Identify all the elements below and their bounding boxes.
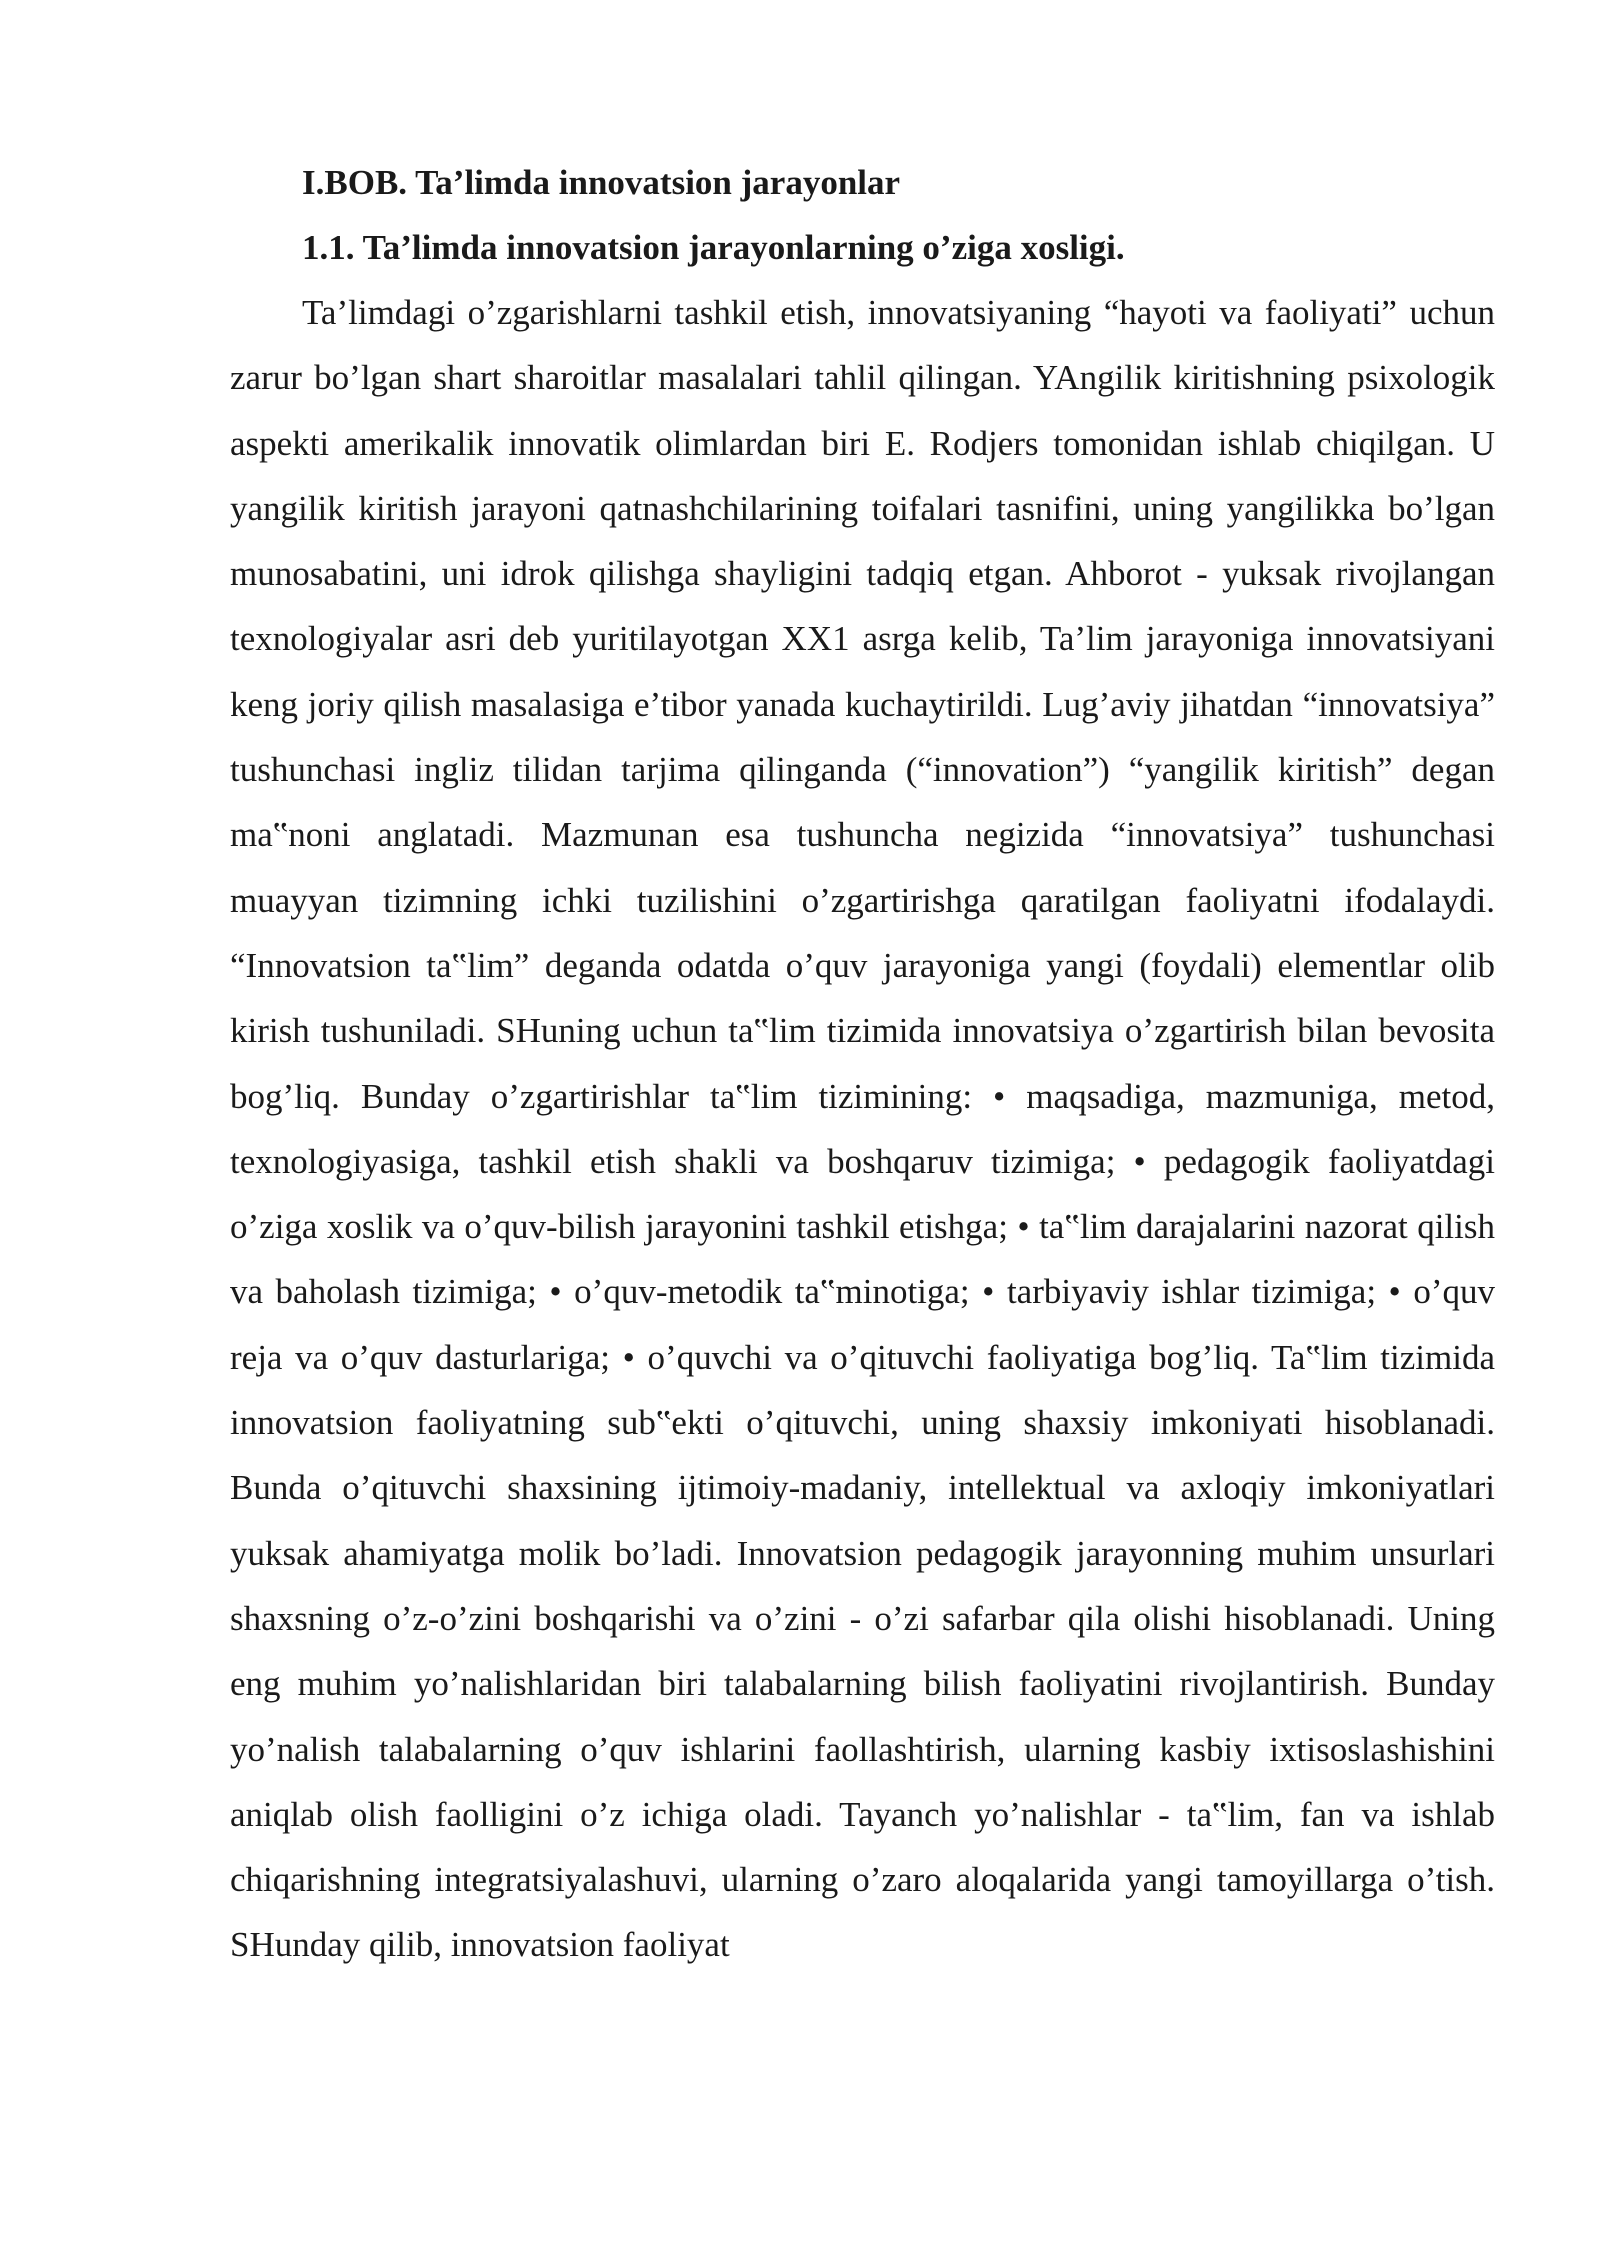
chapter-heading: I.BOB. Ta’limda innovatsion jarayonlar: [302, 163, 901, 202]
body-paragraph: Ta’limdagi o’zgarishlarni tashkil etish, innovatsiyaning “hayoti va faoliyati” uchun zarur bo’lgan shart sharoitlar masalalari tahlil qilingan. YAngilik kiritishning psixologik aspekti amerikalik innovatik olimlardan biri E. Rodjers tomonidan ishlab chiqilgan. U yangilik kiritish jarayoni qatnashchilarining toifalari tasnifini, uning yangilikka bo’lgan munosabatini, uni idrok qilishga shayligini tadqiq etgan. Ahborot - yuksak rivojlangan texnologiyalar asri deb yuritilayotgan XX1 asrga kelib, Ta’lim jarayoniga innovatsiyani keng joriy qilish masalasiga e’tibor yanada kuchaytirildi. Lug’aviy jihatdan “innovatsiya” tushunchasi ingliz tilidan tarjima qilinganda (“innovation”) “yangilik kiritish” degan ma‟noni anglatadi. Mazmunan esa tushuncha negizida “innovatsiya” tushunchasi muayyan tizimning ichki tuzilishini o’zgartirishga qaratilgan faoliyatni ifodalaydi. “Innovatsion ta‟lim” deganda odatda o’quv jarayoniga yangi (foydali) elementlar olib kirish tushuniladi. SHuning uchun ta‟lim tizimida innovatsiya o’zgartirish bilan bevosita bog’liq. Bunday o’zgartirishlar ta‟lim tizimining: • maqsadiga, mazmuniga, metod, texnologiyasiga, tashkil etish shakli va boshqaruv tizimiga; • pedagogik faoliyatdagi o’ziga xoslik va o’quv-bilish jarayonini tashkil etishga; • ta‟lim darajalarini nazorat qilish va baholash tizimiga; • o’quv-metodik ta‟minotiga; • tarbiyaviy ishlar tizimiga; • o’quv reja va o’quv dasturlariga; • o’quvchi va o’qituvchi faoliyatiga bog’liq. Ta‟lim tizimida innovatsion faoliyatning sub‟ekti o’qituvchi, uning shaxsiy imkoniyati hisoblanadi. Bunda o’qituvchi shaxsining ijtimoiy-madaniy, intellektual va axloqiy imkoniyatlari yuksak ahamiyatga molik bo’ladi. Innovatsion pedagogik jarayonning muhim unsurlari shaxsning o’z-o’zini boshqarishi va o’zini - o’zi safarbar qila olishi hisoblanadi. Uning eng muhim yo’nalishlaridan biri talabalarning bilish faoliyatini rivojlantirish. Bunday yo’nalish talabalarning o’quv ishlarini faollashtirish, ularning kasbiy ixtisoslashishini aniqlab olish faolligini o’z ichiga oladi. Tayanch yo’nalishlar - ta‟lim, fan va ishlab chiqarishning integratsiyalashuvi, ularning o’zaro aloqalarida yangi tamoyillarga o’tish. SHunday qilib, innovatsion faoliyat: [230, 293, 1495, 1965]
section-heading: 1.1. Ta’limda innovatsion jarayonlarning o’ziga xosligi.: [302, 228, 1125, 267]
page-content: [230, 150, 1495, 1978]
